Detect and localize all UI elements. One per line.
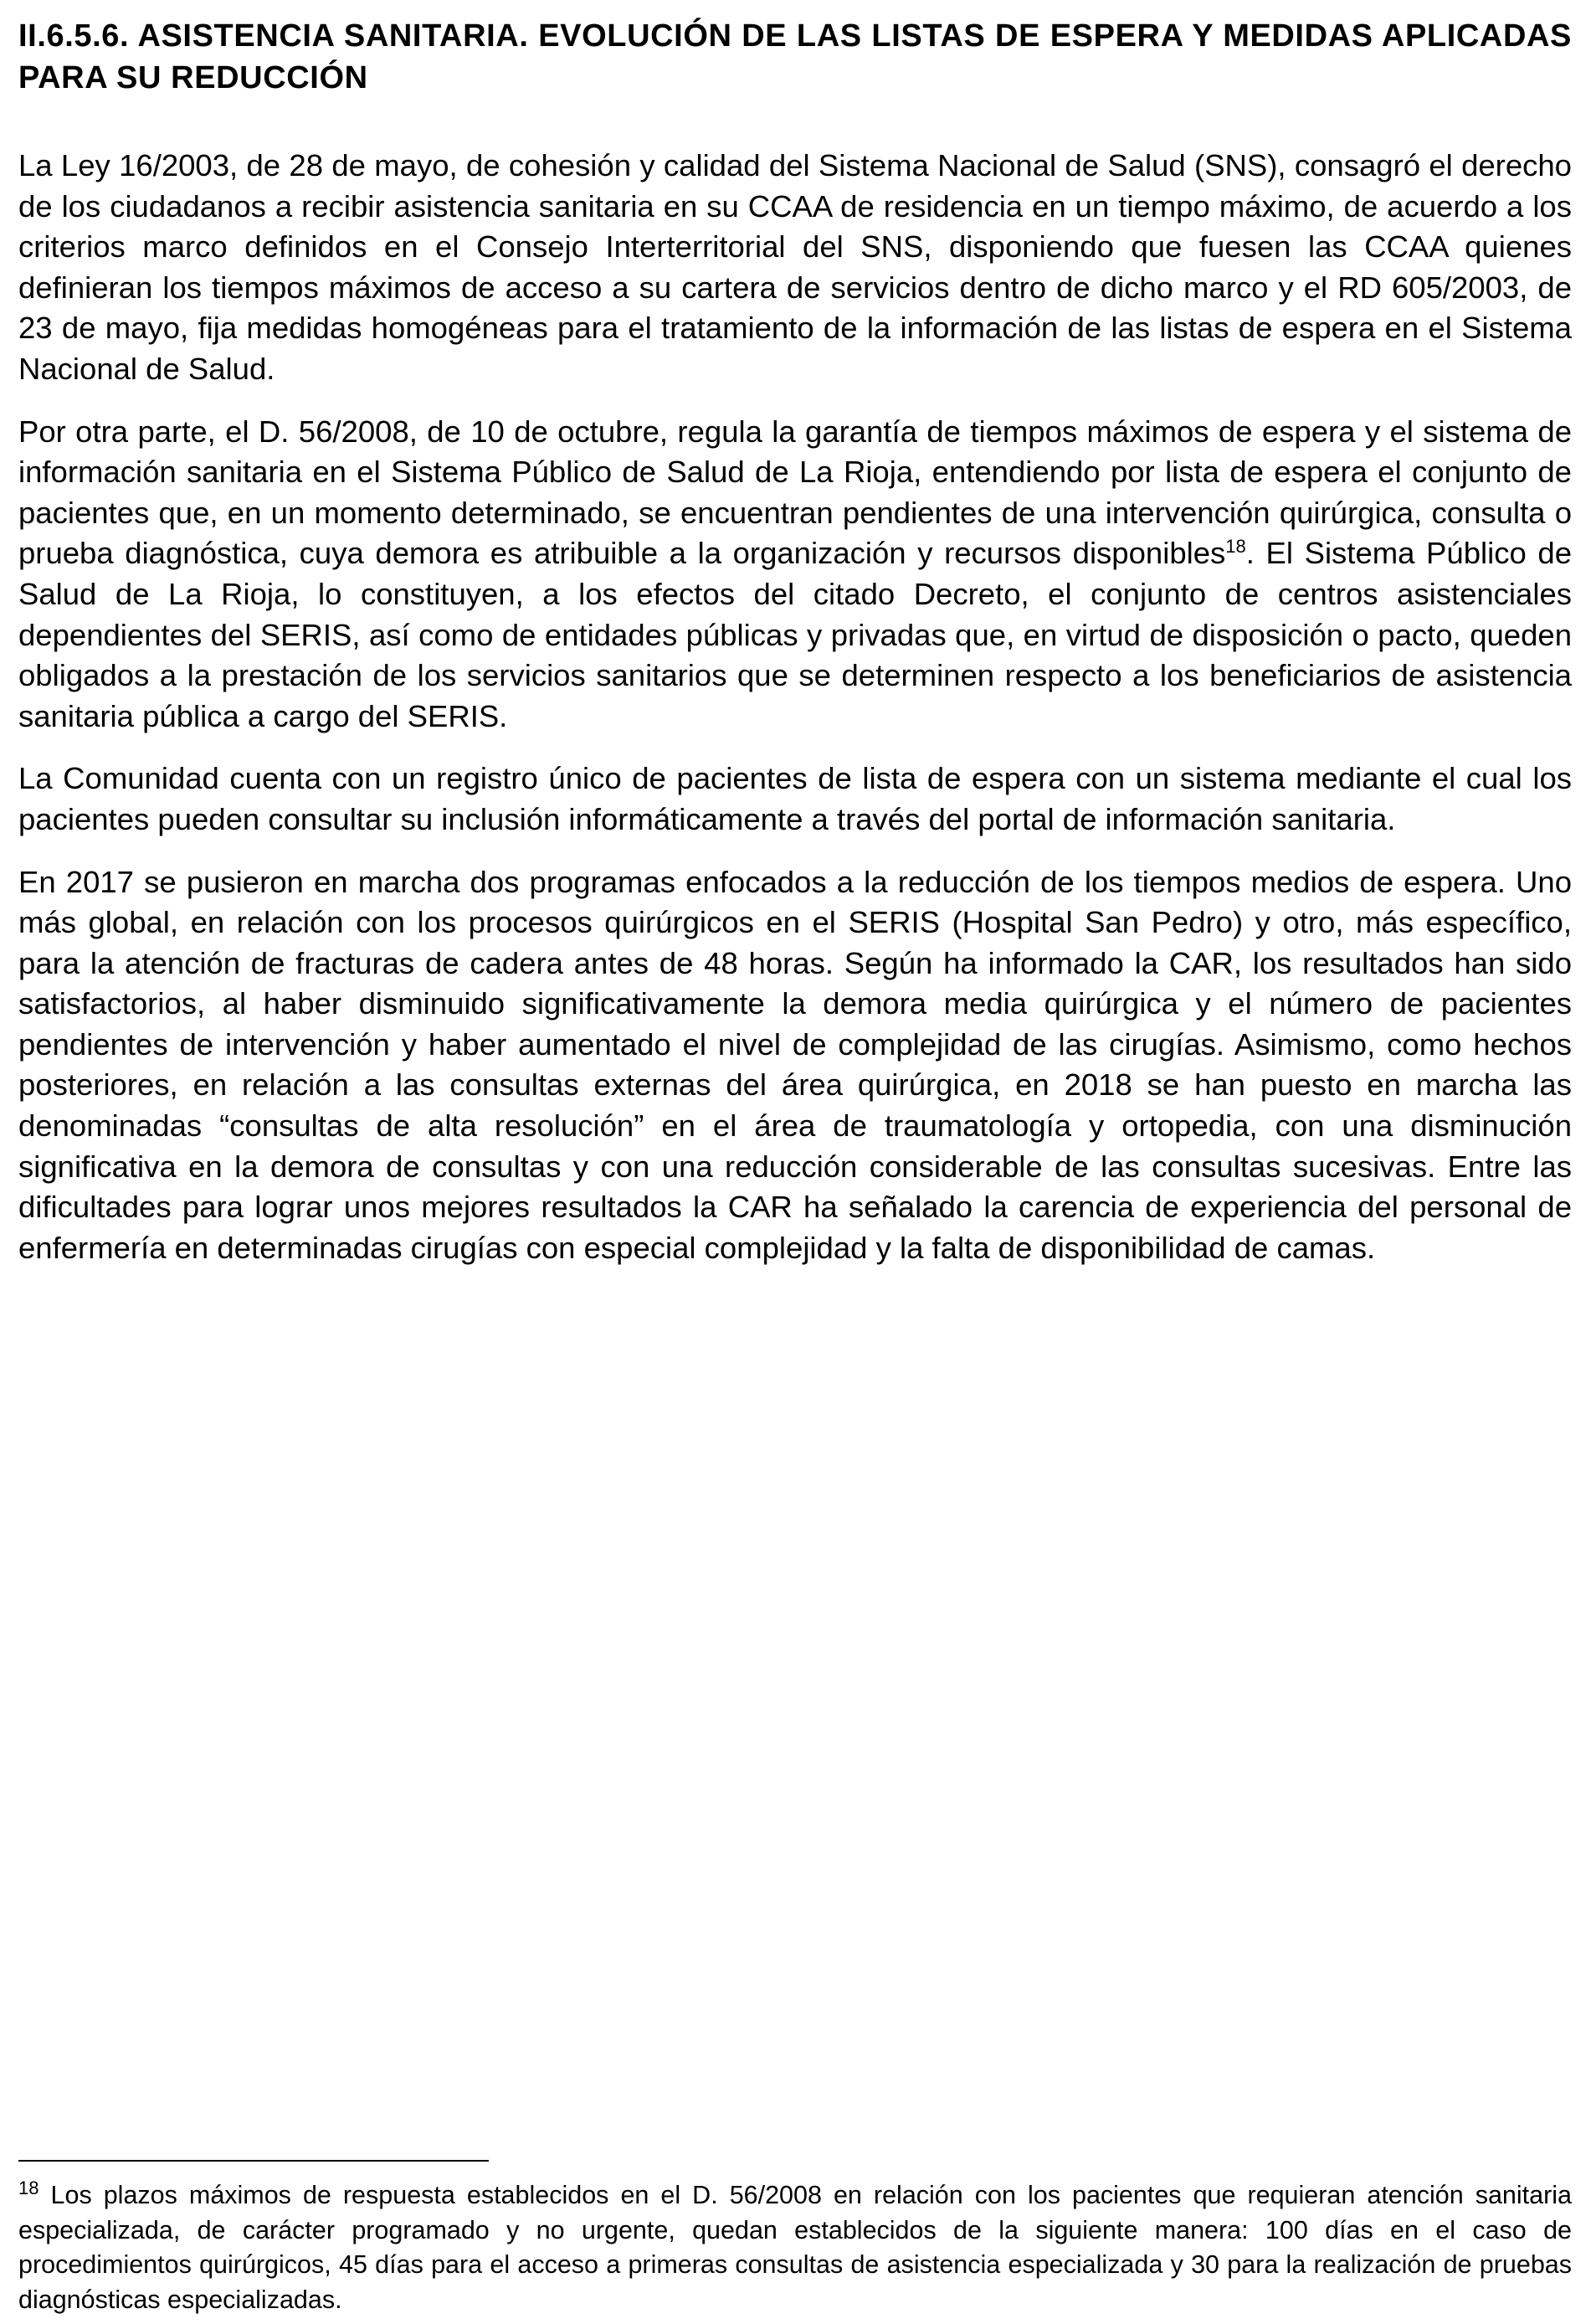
footnote-separator: [18, 2160, 489, 2162]
paragraph-ley-16-2003: La Ley 16/2003, de 28 de mayo, de cohesión y calidad del Sistema Nacional de Salud (SNS), consagró el derecho de los ciudadanos a recibir asistencia sanitaria en su CCAA de residencia en un tiempo máximo, de acuerdo a los criterios marco definidos en el Consejo Interterritorial del SNS, disponiendo que fuesen las CCAA quienes definieran los tiempos máximos de acceso a su cartera de servicios dentro de dicho marco y el RD 605/2003, de 23 de mayo, fija medidas homogéneas para el tratamiento de la información de las listas de espera en el Sistema Nacional de Salud.: [18, 148, 1572, 386]
document-page: [18, 15, 1572, 1290]
footnote-18: [18, 2178, 1572, 2317]
footnote-number: 18: [18, 2177, 39, 2198]
footnote-text: Los plazos máximos de respuesta establecidos en el D. 56/2008 en relación con los pacientes que requieran atención sanitaria especializada, de carácter programado y no urgente, quedan establecidos de la siguiente manera: 100 días en el caso de procedimientos quirúrgicos, 45 días para el acceso a primeras consultas de asistencia especializada y 30 para la realización de pruebas diagnósticas especializadas.: [18, 2181, 1572, 2314]
footnote-reference-18[interactable]: 18: [1225, 536, 1246, 558]
paragraph-decreto-text-end: . El Sistema Público de Salud de La Rioja, lo constituyen, a los efectos del citado Decreto, el conjunto de centros asistenciales dependientes del SERIS, así como de entidades públicas y privadas que, en virtud de disposición o pacto, queden obligados a la prestación de los servicios sanitarios que se determinen respecto a los beneficiarios de asistencia sanitaria pública a cargo del SERIS.: [18, 536, 1572, 733]
body-text: [18, 146, 1572, 1268]
paragraph-registro-unico: La Comunidad cuenta con un registro único de pacientes de lista de espera con un sistema mediante el cual los pacientes pueden consultar su inclusión informáticamente a través del portal de información sanitaria.: [18, 761, 1572, 836]
paragraph-decreto-text-start: Por otra parte, el D. 56/2008, de 10 de octubre, regula la garantía de tiempos máximos de espera y el sistema de información sanitaria en el Sistema Público de Salud de La Rioja, entendiendo por lista de espera el conjunto de pacientes que, en un momento determinado, se encuentran pendientes de una intervención quirúrgica, consulta o prueba diagnóstica, cuya demora es atribuible a la organización y recursos disponibles: [18, 414, 1572, 571]
section-heading: II.6.5.6. ASISTENCIA SANITARIA. EVOLUCIÓN DE LAS LISTAS DE ESPERA Y MEDIDAS APLICADAS PARA SU REDUCCIÓN: [18, 18, 1572, 95]
paragraph-programas-2017: En 2017 se pusieron en marcha dos programas enfocados a la reducción de los tiempos medios de espera. Uno más global, en relación con los procesos quirúrgicos en el SERIS (Hospital San Pedro) y otro, más específico, para la atención de fracturas de cadera antes de 48 horas. Según ha informado la CAR, los resultados han sido satisfactorios, al haber disminuido significativamente la demora media quirúrgica y el número de pacientes pendientes de intervención y haber aumentado el nivel de complejidad de las cirugías. Asimismo, como hechos posteriores, en relación a las consultas externas del área quirúrgica, en 2018 se han puesto en marcha las denominadas “consultas de alta resolución” en el área de traumatología y ortopedia, con una disminución significativa en la demora de consultas y con una reducción considerable de las consultas sucesivas. Entre las dificultades para lograr unos mejores resultados la CAR ha señalado la carencia de experiencia del personal de enfermería en determinadas cirugías con especial complejidad y la falta de disponibilidad de camas.: [18, 864, 1572, 1265]
paragraph-decreto-56-2008: [18, 412, 1572, 738]
